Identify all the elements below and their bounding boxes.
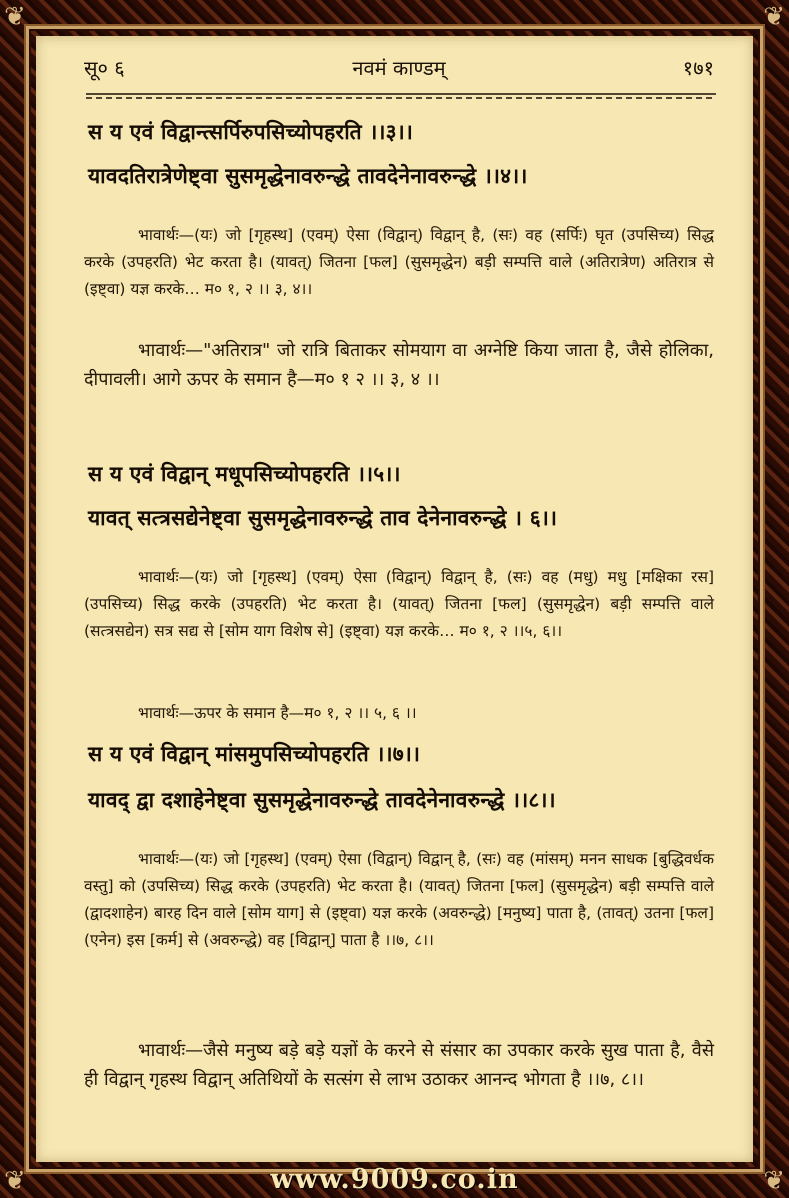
verse-7: स य एवं विद्वान् मांसमुपसिच्योपहरति ।।७।। [88,741,421,766]
corner-ornament-icon: ❦ [4,1166,26,1196]
book-page [36,36,753,1162]
website-watermark: www.9009.co.in [270,1164,519,1195]
page-number: १७१ [682,56,714,80]
commentary-paragraph [84,336,714,394]
commentary-text: भावार्थः—(यः) जो [गृहस्थ] (एवम्) ऐसा (विद्वान्) विद्वान् है, (सः) वह (मांसम्) मनन साधक [बुद्धिवर्धक वस्तु] को (उपसिच्य) सिद्ध करके (उपहरति) भेट करता है। (यावत्) जितना [फल] (सुसमृद्धेन) बड़ी सम्पत्ति वाले (द्वादशाहेन) बारह दिन वाले [सोम याग] से (इष्ट्वा) यज्ञ करके (अवरुन्द्धे) [मनुष्य] पाता है, (तावत्) उतना [फल] (एनेन) इस [कर्म] से (अवरुन्द्धे) वह [विद्वान्] पाता है ।।७, ८।। [84,850,714,949]
verse-5: स य एवं विद्वान् मधूपसिच्योपहरति ।।५।। [88,461,401,486]
commentary-text: भावार्थः—जैसे मनुष्य बड़े बड़े यज्ञों के करने से संसार का उपकार करके सुख पाता है, वैसे ही विद्वान् गृहस्थ विद्वान् अतिथियों के सत्संग से लाभ उठाकर आनन्द भोगता है ।।७, ८।। [84,1040,714,1090]
header-divider [86,92,716,100]
corner-ornament-icon: ❦ [4,2,26,32]
corner-ornament-icon: ❦ [763,2,785,32]
commentary-paragraph [84,222,714,303]
corner-ornament-icon: ❦ [763,1166,785,1196]
commentary-paragraph [84,1036,714,1094]
commentary-text: भावार्थः—(यः) जो [गृहस्थ] (एवम्) ऐसा (विद्वान्) विद्वान् है, (सः) वह (सर्पिः) घृत (उपसिच्य) सिद्ध करके (उपहरति) भेट करता है। (यावत्) जितना [फल] (सुसमृद्धेन) बड़ी सम्पत्ति वाले (अतिरात्रेण) अतिरात्र से (इष्ट्वा) यज्ञ करके… म० १, २ ।। ३, ४।। [84,226,714,298]
commentary-paragraph [84,846,714,954]
page-header [84,54,714,86]
sutra-number: सू० ६ [84,56,125,80]
commentary-paragraph [84,564,714,645]
verse-8: यावद् द्वा दशाहेनेष्ट्वा सुसमृद्धेनावरुन्द्धे तावदेनेनावरुन्द्धे ।।८।। [88,787,556,812]
verse-4: यावदतिरात्रेणेष्ट्वा सुसमृद्धेनावरुन्द्धे तावदेनेनावरुन्द्धे ।।४।। [88,163,528,188]
commentary-text: भावार्थः—(यः) जो [गृहस्थ] (एवम्) ऐसा (विद्वान्) विद्वान् है, (सः) वह (मधु) मधु [मक्षिका रस] (उपसिच्य) सिद्ध करके (उपहरति) भेट करता है। (यावत्) जितना [फल] (सुसमृद्धेन) बड़ी सम्पत्ति वाले (सत्त्रसद्येन) सत्र सद्य से [सोम याग विशेष से] (इष्ट्वा) यज्ञ करके… म० १, २ ।।५, ६।। [84,568,714,640]
chapter-title: नवमं काण्डम् [352,56,446,80]
commentary-text: भावार्थः—"अतिरात्र" जो रात्रि बिताकर सोमयाग वा अग्नेष्टि किया जाता है, जैसे होलिका, दीपावली। आगे ऊपर के समान है—म० १ २ ।। ३, ४ ।। [84,340,714,390]
verse-3: स य एवं विद्वान्त्सर्पिरुपसिच्योपहरति ।।३।। [88,119,414,144]
commentary-text: भावार्थः—ऊपर के समान है—म० १, २ ।। ५, ६ ।। [138,704,417,722]
commentary-paragraph [84,700,714,727]
verse-6: यावत् सत्त्रसद्येनेष्ट्वा सुसमृद्धेनावरुन्द्धे ताव देनेनावरुन्द्धे । ६।। [88,505,558,530]
